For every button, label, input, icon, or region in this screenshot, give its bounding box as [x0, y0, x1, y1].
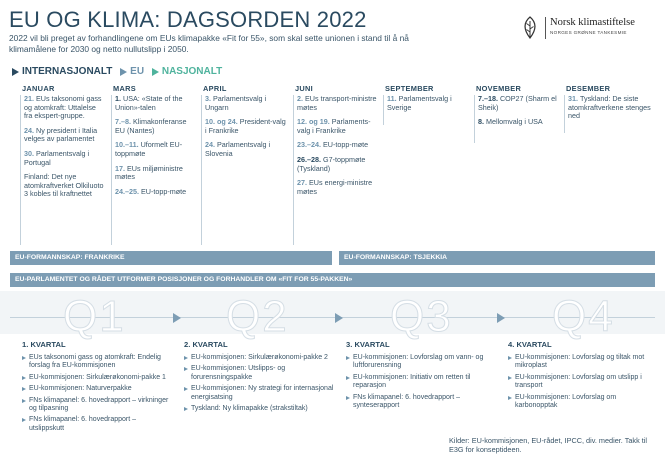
events-januar [20, 95, 106, 245]
event-item [294, 118, 377, 135]
event-text: Tyskland: De siste atomkraftverkene stenges ned [568, 94, 651, 121]
month-januar: JANUAR [22, 84, 55, 93]
event-date: 7.–18. [478, 94, 500, 103]
event-date: 17. [115, 163, 127, 173]
triangle-eu-icon [120, 68, 127, 76]
negotiation-bar: EU-PARLAMENTET OG RÅDET UTFORMER POSISJONER OG FORHANDLER OM «FIT FOR 55-PAKKEN» [10, 273, 655, 287]
event-date: 24. [205, 140, 217, 150]
event-date: 10. og 24. [205, 117, 240, 127]
event-text: Parlamentsvalg i Slovenia [205, 140, 271, 158]
quarter-label-q3: Q3 [390, 292, 453, 341]
event-text: Parlamentsvalg i Portugal [24, 148, 90, 167]
event-text: Ny president i Italia velges av parlamentet [24, 125, 98, 144]
event-item [384, 95, 467, 112]
presidency-bar-frankrike: EU-FORMANNSKAP: FRANKRIKE [10, 251, 332, 265]
quarter-marker-icon [173, 313, 181, 323]
legend-internasjonalt: INTERNASJONALT [22, 66, 113, 77]
quarter-item: EU-kommisjonen: Lovforslag og tiltak mot mikroplast [508, 354, 658, 371]
quarter-item: FNs klimapanel: 6. hovedrapport – virkninger og tilpasning [22, 397, 172, 414]
event-date: 23.–24. [297, 140, 323, 150]
quarter-item: FNs klimapanel: 6. hovedrapport – synteserapport [346, 394, 496, 411]
event-item [112, 141, 197, 158]
events-juni [293, 95, 377, 245]
event-text: President-valg i Frankrike [205, 117, 286, 135]
quarter-item: EU-kommisjonen: Naturverpakke [22, 385, 172, 393]
event-item [475, 118, 560, 127]
quarter-heading-2: 2. KVARTAL [184, 340, 228, 349]
month-mars: MARS [113, 84, 136, 93]
event-text: EUs energi-ministre møtes [297, 178, 373, 196]
event-item [202, 95, 289, 112]
event-item [475, 95, 560, 112]
quarter-label-q1: Q1 [63, 292, 126, 341]
event-item [21, 173, 106, 199]
event-text: Klimakonferanse EU (Nantes) [115, 117, 187, 135]
quarter-heading-3: 3. KVARTAL [346, 340, 390, 349]
event-text: Uformelt EU-toppmøte [115, 140, 183, 158]
event-text: EUs miljøministre møtes [115, 163, 183, 182]
quarter-item: EUs taksonomi gass og atomkraft: Endelig forslag fra EU-kommisjonen [22, 354, 172, 371]
quarter-item: EU-kommisjonen: Lovforslag om vann- og luftforurensning [346, 354, 496, 371]
event-item [202, 141, 289, 158]
event-item [294, 95, 377, 112]
event-item [112, 95, 197, 112]
event-text: Mellomvalg i USA [486, 117, 543, 127]
event-date: 2. [297, 94, 305, 103]
event-item [21, 150, 106, 167]
event-item [294, 156, 377, 173]
quarter-item: EU-kommisjonen: Initiativ om retten til reparasjon [346, 374, 496, 391]
events-desember [564, 95, 656, 133]
event-text: G7-toppmøte (Tyskland) [297, 154, 366, 173]
quarter-heading-1: 1. KVARTAL [22, 340, 66, 349]
event-date: 7.–8. [115, 117, 133, 127]
events-april [201, 95, 289, 245]
event-item [294, 141, 377, 150]
quarter-item: EU-kommisjonen: Ny strategi for internasjonal energisatsing [184, 385, 334, 402]
quarter-item: FNs klimapanel: 6. hovedrapport – utslippskutt [22, 416, 172, 433]
event-date: 21. [24, 94, 36, 103]
quarter-items-1 [22, 354, 172, 436]
legend [12, 66, 222, 77]
legend-nasjonalt: NASJONALT [161, 66, 223, 77]
page-title: EU OG KLIMA: DAGSORDEN 2022 [9, 7, 367, 32]
quarter-marker-icon [497, 313, 505, 323]
event-item [112, 188, 197, 197]
events-september [383, 95, 467, 125]
event-text: COP27 (Sharm el Sheik) [478, 94, 557, 112]
event-date: 31. [568, 94, 580, 103]
presidency-bar-tsjekkia: EU-FORMANNSKAP: TSJEKKIA [339, 251, 655, 265]
quarter-item: EU-kommisjonen: Sirkulærøkonomi-pakke 1 [22, 374, 172, 382]
event-date: 8. [478, 117, 486, 127]
month-september: SEPTEMBER [385, 84, 434, 93]
event-text: Parlaments-valg i Frankrike [297, 117, 371, 135]
event-date: 1. [115, 94, 123, 103]
quarter-item: EU-kommisjonen: Lovforslag om karbonopptak [508, 394, 658, 411]
quarter-heading-4: 4. KVARTAL [508, 340, 552, 349]
event-item [21, 95, 106, 121]
month-juni: JUNI [295, 84, 314, 93]
leaf-logo-icon [520, 16, 540, 40]
quarter-item: Tyskland: Ny klimapakke (strakstiltak) [184, 405, 334, 413]
quarter-items-4 [508, 354, 658, 413]
quarter-item: EU-kommisjonen: Utslipps- og forurensningspakke [184, 365, 334, 382]
event-text: EUs transport-ministre møtes [297, 94, 377, 112]
events-mars [111, 95, 197, 245]
month-april: APRIL [203, 84, 227, 93]
quarter-label-q2: Q2 [226, 292, 289, 341]
logo-subtitle: NORGES GRØNNE TANKESMIE [550, 30, 627, 35]
quarter-item: EU-kommisjonen: Sirkulærøkonomi-pakke 2 [184, 354, 334, 362]
event-date: 26.–28. [297, 154, 323, 164]
event-item [112, 165, 197, 182]
event-date: 11. [387, 94, 399, 103]
event-item [294, 179, 377, 196]
intro-text: 2022 vil bli preget av forhandlingene om EUs klimapakke «Fit for 55», som skal sette unionen i stand til å nå klimamålene for 2030 og netto nullutslipp i 2050. [9, 33, 409, 54]
quarter-items-2 [184, 354, 334, 416]
sources-text: Kilder: EU-kommisjonen, EU-rådet, IPCC, div. medier. Takk til E3G for konseptideen. [449, 436, 648, 454]
event-text: USA: «State of the Union»-talen [115, 94, 183, 112]
month-desember: DESEMBER [566, 84, 611, 93]
quarter-items-3 [346, 354, 496, 413]
event-date: 3. [205, 94, 213, 103]
event-text: EUs taksonomi gass og atomkraft: Uttalelse fra ekspert-gruppe. [24, 94, 102, 121]
event-item [21, 127, 106, 144]
event-text: EU-topp-møte [322, 140, 369, 150]
events-november [474, 95, 560, 143]
logo [520, 16, 648, 42]
quarter-marker-icon [335, 313, 343, 323]
event-date: 27. [297, 178, 309, 188]
event-item [565, 95, 656, 121]
event-date: 30. [24, 148, 36, 158]
triangle-dark-icon [12, 68, 19, 76]
event-text: Parlamentsvalg i Ungarn [205, 94, 267, 112]
event-text: EU-topp-møte [140, 186, 187, 196]
triangle-nasjonalt-icon [152, 68, 159, 76]
event-item [112, 118, 197, 135]
legend-eu: EU [130, 66, 145, 77]
event-date: 10.–11. [115, 140, 141, 150]
event-item [202, 118, 289, 135]
event-date: 12. og 19. [297, 117, 332, 127]
quarter-item: EU-kommisjonen: Lovforslag om utslipp i transport [508, 374, 658, 391]
event-date: 24. [24, 125, 36, 135]
event-date: 24.–25. [115, 186, 141, 196]
event-text: Finland: Det nye atomkraftverket Olkiluoto 3 kobles til kraftnettet [24, 172, 104, 199]
event-text: Parlamentsvalg i Sverige [387, 94, 452, 112]
quarter-label-q4: Q4 [552, 292, 615, 341]
month-november: NOVEMBER [476, 84, 522, 93]
logo-name: Norsk klimastiftelse [550, 17, 635, 28]
